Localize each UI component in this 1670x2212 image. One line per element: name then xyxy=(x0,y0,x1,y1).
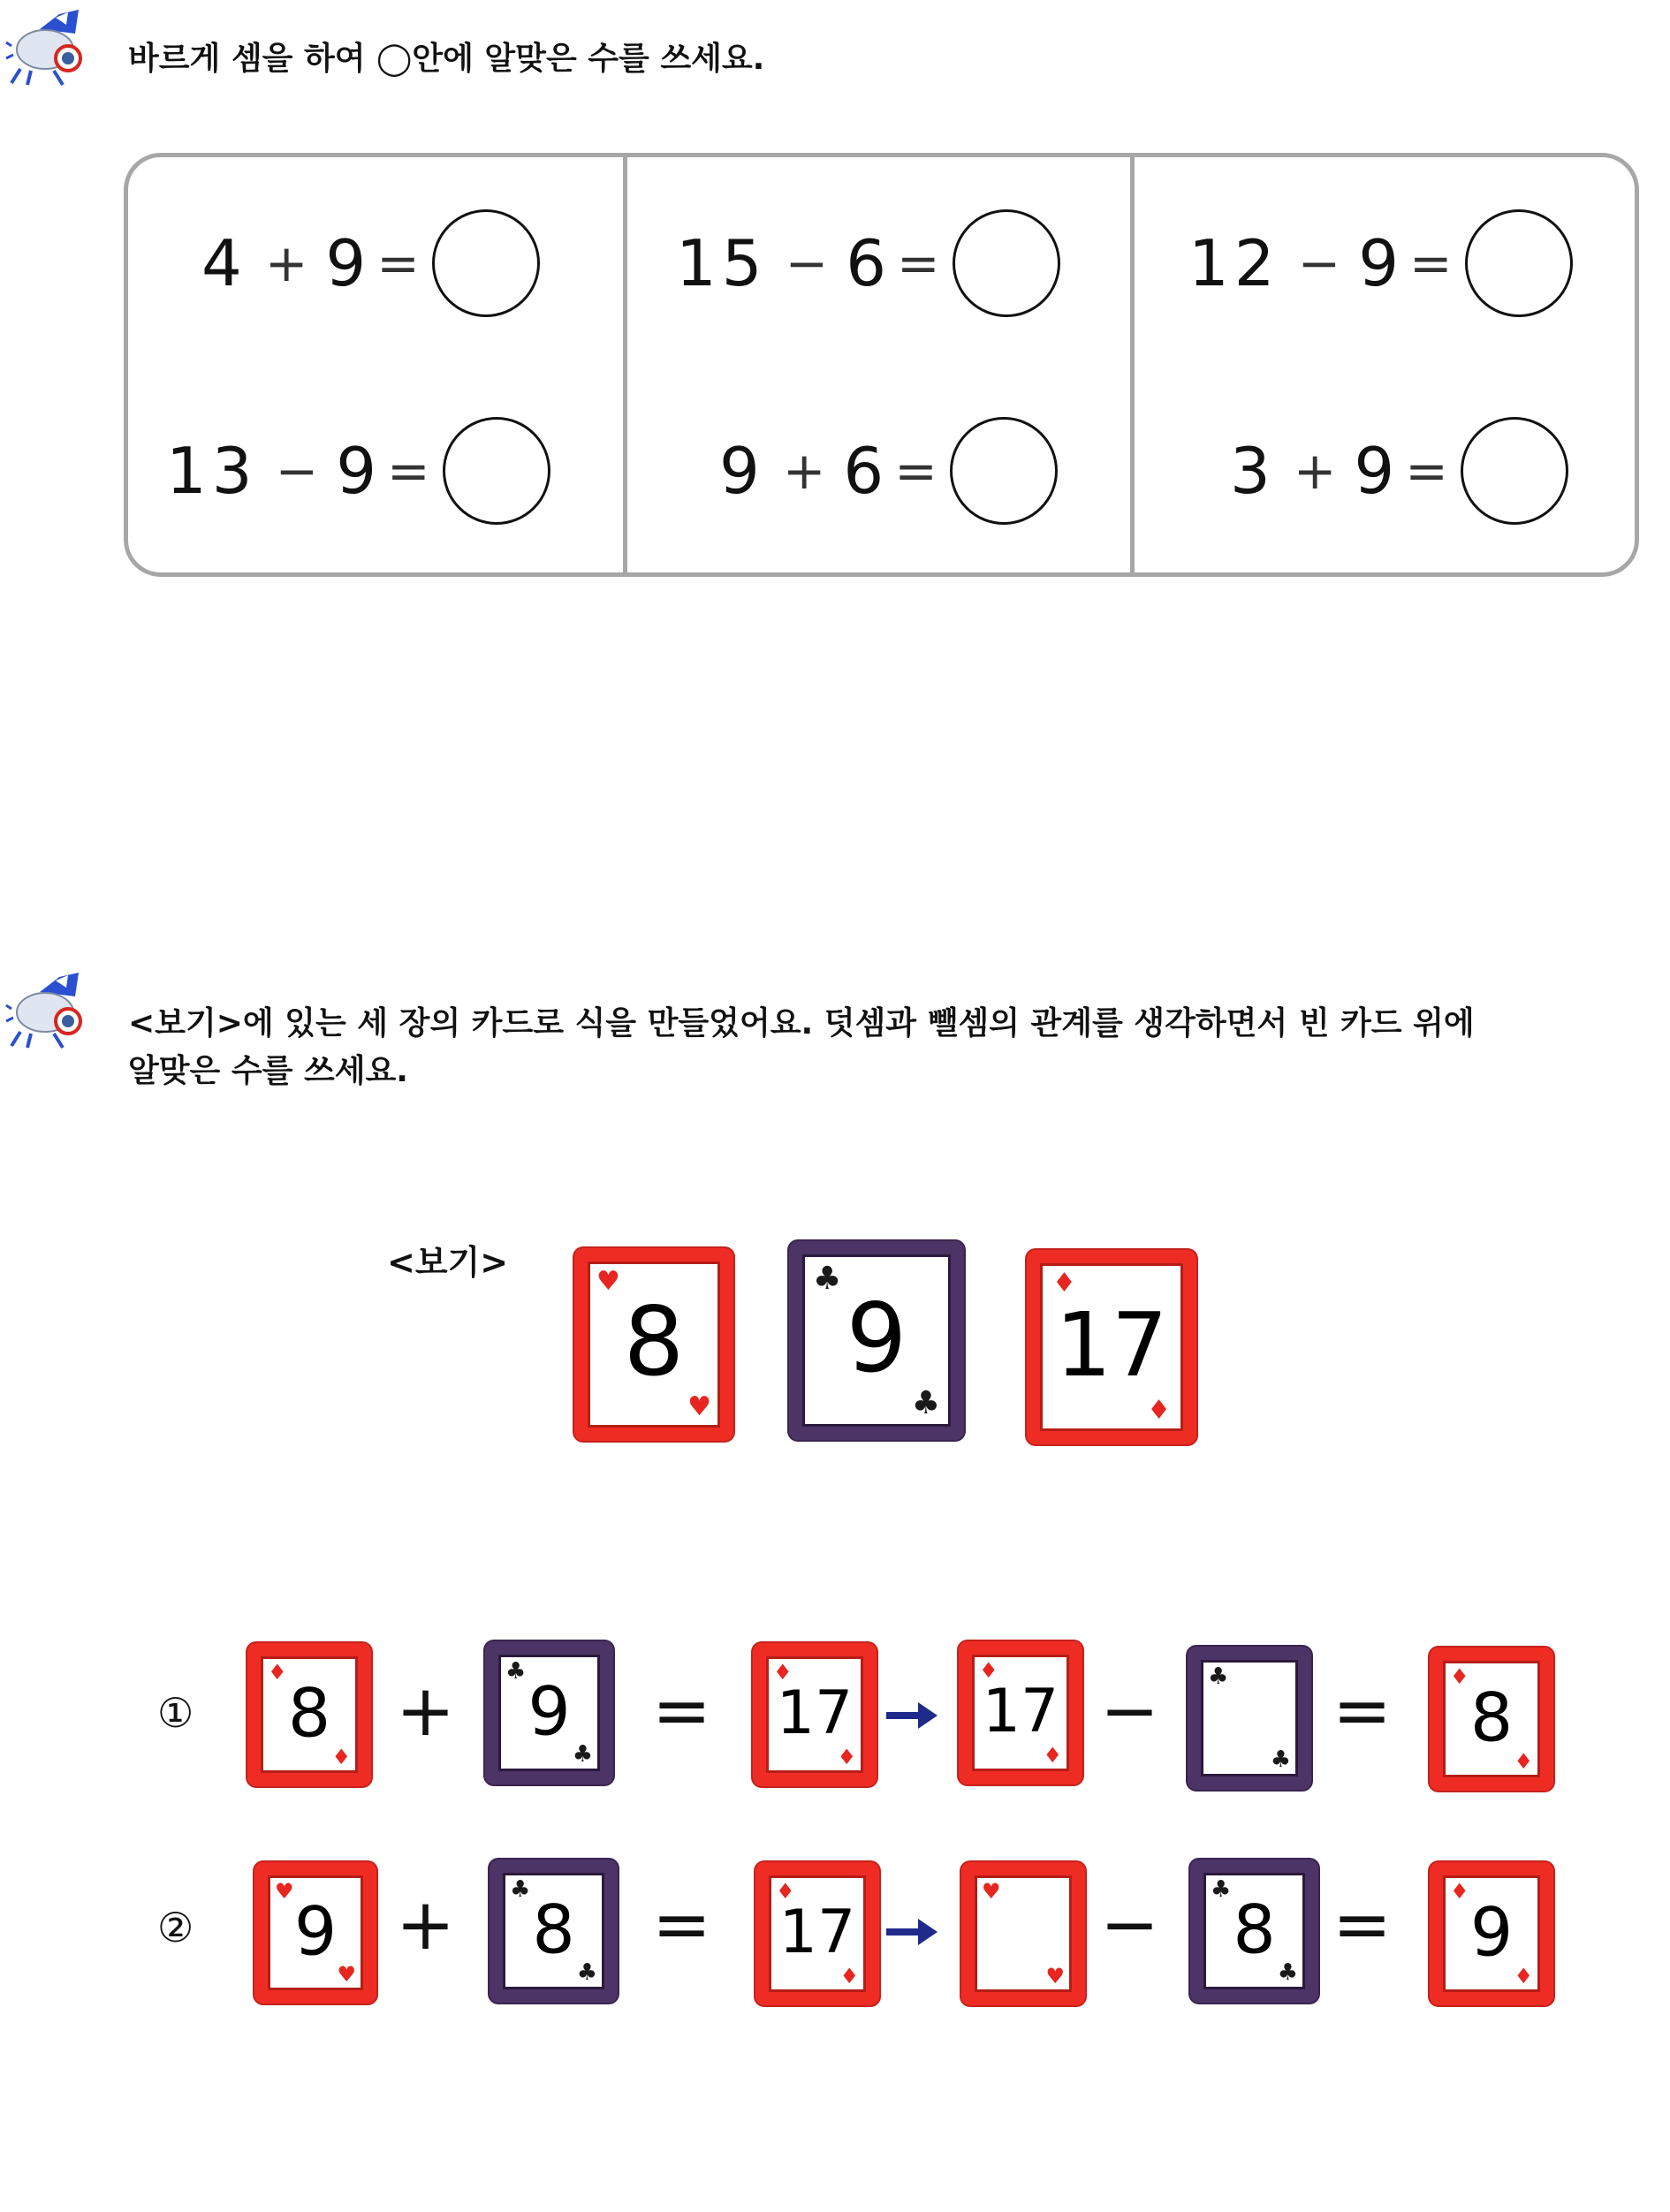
problem-2: 15 − 6 = xyxy=(676,206,1060,321)
card-value: 17 xyxy=(776,1678,854,1748)
equals-sign: = xyxy=(652,1670,712,1752)
card-value: 8 xyxy=(623,1287,685,1398)
diamond-icon: ♦ xyxy=(1514,1964,1533,1989)
club-icon: ♣ xyxy=(1208,1663,1229,1690)
club-icon: ♣ xyxy=(911,1385,940,1421)
diamond-icon: ♦ xyxy=(1450,1879,1469,1904)
card-row1-4 xyxy=(959,1641,1082,1784)
answer-circle[interactable] xyxy=(443,417,550,525)
card-value: 9 xyxy=(1469,1892,1514,1972)
diamond-icon: ♦ xyxy=(837,1745,856,1769)
equals-sign: = xyxy=(1332,1883,1393,1966)
example-card xyxy=(789,1241,964,1440)
blank-card-row1[interactable] xyxy=(1188,1647,1311,1790)
card-value: 8 xyxy=(1233,1890,1276,1969)
diamond-icon: ♦ xyxy=(773,1660,793,1685)
diamond-icon: ♦ xyxy=(1043,1743,1062,1768)
card-value: 17 xyxy=(982,1676,1059,1746)
minus-sign: − xyxy=(1100,1670,1160,1752)
card-row2-6 xyxy=(1430,1862,1553,2005)
minus-sign: − xyxy=(1100,1883,1160,1966)
card-value: 8 xyxy=(1469,1678,1514,1757)
problem-4: 13 − 9 = xyxy=(166,413,550,528)
card-row2-3 xyxy=(755,1862,879,2005)
example-label: <보기> xyxy=(387,1243,509,1282)
diamond-icon: ♦ xyxy=(979,1658,998,1683)
heart-icon: ♥ xyxy=(337,1962,356,1987)
arrow-right-icon xyxy=(886,1701,939,1731)
heart-icon: ♥ xyxy=(982,1879,1001,1904)
card-value: 9 xyxy=(846,1283,907,1394)
plus-sign: + xyxy=(396,1883,456,1966)
card-value: 17 xyxy=(778,1897,856,1967)
arrow-right-icon xyxy=(886,1917,939,1947)
diamond-icon: ♦ xyxy=(1450,1664,1469,1689)
instruction-2-line1: <보기>에 있는 세 장의 카드로 식을 만들었어요. 덧셈과 뺄셈의 관계를 생각하면서 빈 카드 위에 xyxy=(128,1005,1475,1042)
diamond-icon: ♦ xyxy=(1147,1395,1171,1426)
blank-card-row2[interactable] xyxy=(961,1862,1085,2005)
club-icon: ♣ xyxy=(1211,1876,1232,1903)
heart-icon: ♥ xyxy=(687,1391,711,1422)
card-value: 8 xyxy=(532,1890,575,1969)
card-row1-2 xyxy=(485,1641,613,1784)
heart-icon: ♥ xyxy=(1045,1964,1065,1989)
heart-icon: ♥ xyxy=(596,1266,620,1297)
card-value: 9 xyxy=(528,1671,571,1751)
card-value: 8 xyxy=(287,1673,331,1753)
instruction-1: 바르게 셈을 하여 ◯안에 알맞은 수를 쓰세요. xyxy=(128,41,765,77)
divider xyxy=(1130,157,1135,572)
answer-circle[interactable] xyxy=(950,417,1058,525)
card-row2-5 xyxy=(1190,1860,1318,2003)
diamond-icon: ♦ xyxy=(1052,1268,1076,1299)
diamond-icon: ♦ xyxy=(776,1879,795,1904)
club-icon: ♣ xyxy=(505,1658,527,1685)
equals-sign: = xyxy=(1332,1670,1393,1752)
club-icon: ♣ xyxy=(813,1261,842,1297)
example-card xyxy=(574,1248,733,1441)
mascot-icon xyxy=(4,7,93,87)
answer-circle[interactable] xyxy=(953,209,1060,317)
divider xyxy=(623,157,627,572)
diamond-icon: ♦ xyxy=(1514,1749,1533,1774)
mascot-icon xyxy=(4,970,93,1049)
card-row1-6 xyxy=(1430,1648,1553,1791)
equals-sign: = xyxy=(652,1883,712,1966)
diamond-icon: ♦ xyxy=(839,1964,859,1989)
answer-circle[interactable] xyxy=(1461,417,1568,525)
row-2-label: ② xyxy=(157,1904,194,1951)
card-row1-3 xyxy=(753,1643,877,1786)
problem-3: 12 − 9 = xyxy=(1188,206,1573,321)
club-icon: ♣ xyxy=(1270,1746,1291,1773)
club-icon: ♣ xyxy=(576,1959,597,1986)
heart-icon: ♥ xyxy=(275,1879,294,1904)
club-icon: ♣ xyxy=(572,1741,593,1768)
answer-circle[interactable] xyxy=(1465,209,1573,317)
example-card xyxy=(1027,1250,1196,1444)
problem-6: 3 + 9 = xyxy=(1230,413,1568,528)
club-icon: ♣ xyxy=(510,1876,531,1903)
problem-1: 4 + 9 = xyxy=(201,206,540,321)
diamond-icon: ♦ xyxy=(331,1745,351,1769)
instruction-2-line2: 알맞은 수를 쓰세요. xyxy=(128,1053,408,1089)
problem-5: 9 + 6 = xyxy=(719,413,1058,528)
diamond-icon: ♦ xyxy=(268,1660,287,1685)
card-value: 9 xyxy=(293,1891,338,1971)
card-row2-1 xyxy=(254,1862,376,2004)
club-icon: ♣ xyxy=(1277,1959,1298,1986)
card-row1-1 xyxy=(247,1643,371,1786)
answer-circle[interactable] xyxy=(432,209,540,317)
row-1-label: ① xyxy=(157,1689,194,1737)
plus-sign: + xyxy=(396,1670,456,1752)
card-value: 17 xyxy=(1055,1293,1168,1398)
card-row2-2 xyxy=(490,1860,618,2003)
